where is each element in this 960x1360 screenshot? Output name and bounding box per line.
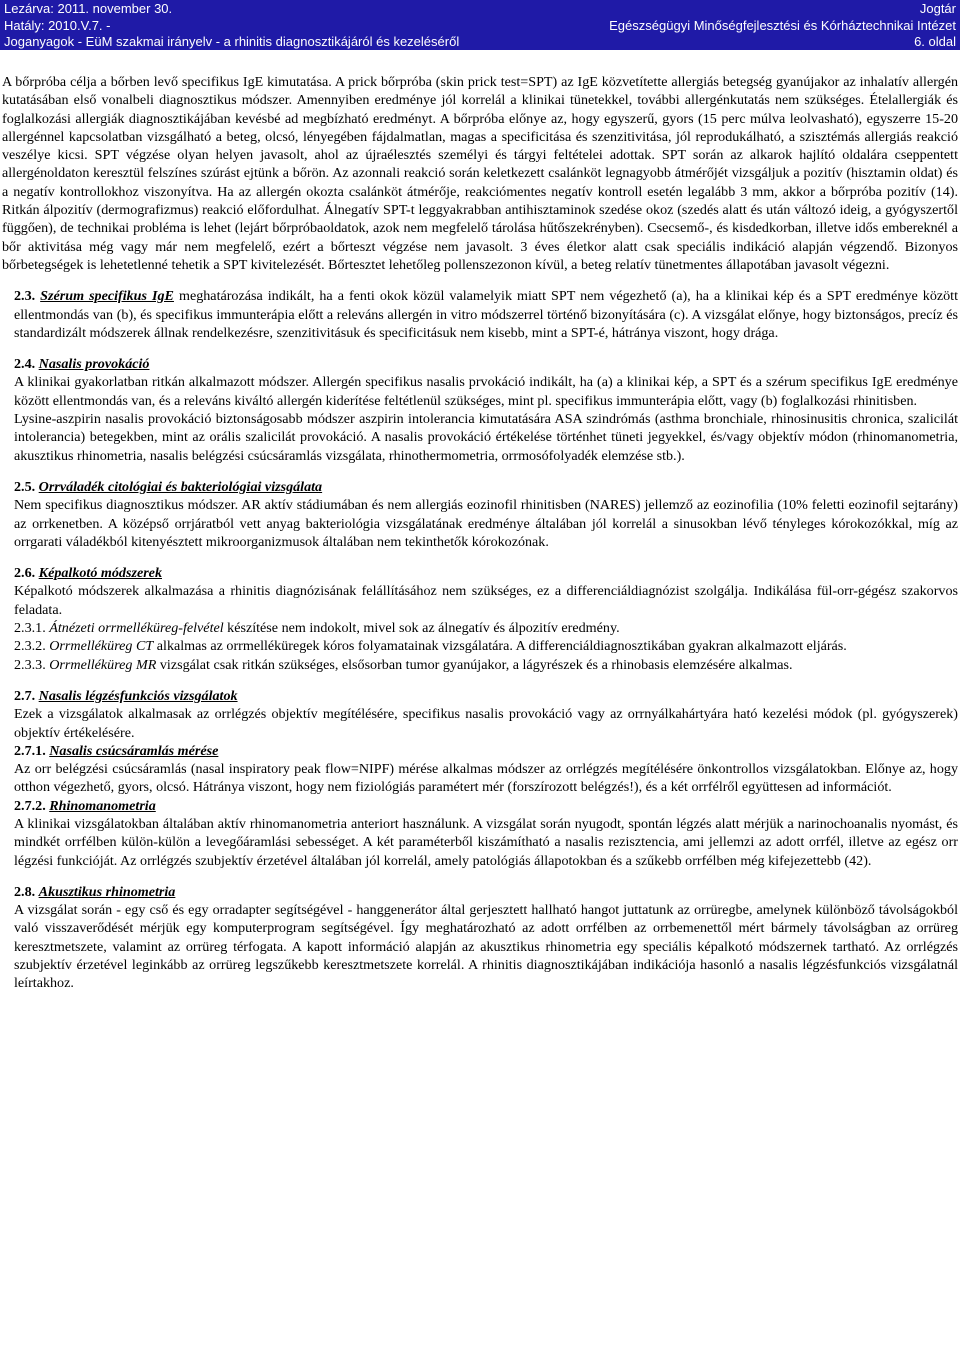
section-2-6-para: Képalkotó módszerek alkalmazása a rhinitis diagnózisának felállításához nem szükséges, ez a differenciáldiagnózist szolgálja. Indikálása fül-orr-gégész szakorvos feladata. xyxy=(14,583,958,618)
subsection-text: készítése nem indokolt, mivel sok az álnegatív és álpozitív eredmény. xyxy=(223,620,620,637)
section-2-8-para: A vizsgálat során - egy cső és egy orradapter segítségével - hanggenerátor által gerjesztett hallható hangot juttatunk az orrüregbe, amelynek különböző távolságokból való visszaverődését mérjük egy komputerprogram segítségével. Így meghatározható az adott orrfélben az orrbemenettől mért bármely távolságban az orrüreg keresztmetszete, valamint az orrüreg térfogata. A kapott információ alapján az akusztikus rhinometria egy speciális képalkotó módszernek tartható. Az orrlégzés szubjektív érzetével leginkább az orrüreg legszűkebb keresztmetszete korrelál. A rhinitis diagnosztikájában indikációja hasonló a nasalis légzésfunkciós vizsgálatnál leírtakhoz. xyxy=(14,902,958,992)
page-number: 6. oldal xyxy=(914,34,956,49)
subsection-title: Nasalis csúcsáramlás mérése xyxy=(49,742,219,759)
subsection-text: vizsgálat csak ritkán szükséges, elsősorban tumor gyanújakor, a lágyrészek és a rhinobasis elemzésére alkalmas. xyxy=(156,656,793,673)
section-number: 2.3. xyxy=(14,288,36,305)
subsection-number: 2.7.1. xyxy=(14,742,46,759)
section-number: 2.4. xyxy=(14,356,36,373)
header-row-2 xyxy=(4,18,956,35)
section-title: Akusztikus rhinometria xyxy=(38,883,176,900)
section-text: meghatározása indikált, ha a fenti okok közül valamelyik miatt SPT nem végezhető (a), ha a klinikai kép és a SPT eredménye között ellentmondás van (b), és specifikus immunterápia előtt a releváns allergén in vitro módszerrel történő bizonyítására (c). A vizsgálat előnye, hogy biztonságos, precíz és standardizált módszerek állnak rendelkezésre, szenzitivitásuk és specificitásuk nem kisebb, mint a SPT-é, hátránya viszont, hogy drága. xyxy=(14,288,958,341)
section-2-5-heading xyxy=(2,478,958,496)
subsection-2-7-2-heading xyxy=(2,797,958,815)
document-breadcrumb: Joganyagok - EüM szakmai irányelv - a rhinitis diagnosztikájáról és kezeléséről xyxy=(4,34,460,49)
section-title: Nasalis provokáció xyxy=(38,356,150,373)
section-number: 2.5. xyxy=(14,478,36,495)
section-2-6-heading xyxy=(2,564,958,582)
section-2-4-heading xyxy=(2,355,958,373)
header-row-3 xyxy=(4,34,956,51)
section-2-3 xyxy=(2,287,958,342)
intro-paragraph: A bőrpróba célja a bőrben levő specifikus IgE kimutatása. A prick bőrpróba (skin prick test=SPT) az IgE közvetítette allergiás betegség gyanújakor az inhalatív allergén kutatásában első vonalbeli diagnosztikus módszer. Amennyiben eredménye jól korrelál a klinikai tünetekkel, további allergénkutatás nem szükséges. Ételallergiák és foglalkozási allergiák diagnosztikájában kevésbé ad megbízható eredményt. A bőrpróba előnye az, hogy egyszerű, gyors (15 perc múlva leolvasható), egyszerre 15-20 allergénnel kapcsolatban vizsgálható a beteg, olcsó, lényegében fájdalmatlan, magas a specificitása és szenzitivitása, jól reprodukálható, a szisztémás allergiás reakció veszélye kicsi. SPT végzése olyan helyen javasolt, ahol az újraélesztés személyi és tárgyi feltételei adottak. SPT során az alkarok hajlító oldalára cseppentett allergénoldaton keresztül felszínes szúrást ejtünk a bőrön. Az azonnali reakció során keletkezett csalánköt legnagyobb átmérőjét vizsgáljuk a pozitív (hisztamin oldat) és a negatív kontrollokhoz viszonyítva. Ha az allergén okozta csalánköt átmérője, reakciómentes negatív kontroll esetén legalább 3 mm, akkor a bőrpróba pozitív (14). Ritkán álpozitív (dermografizmus) reakció előfordulhat. Álnegatív SPT-t leggyakrabban antihisztaminok szedése okoz (szedés alatt és után változó ideig, a gyógyszertől függően), de technikai probléma is lehet (lejárt bőrpróbaoldatok, azok nem megfelelő tárolása hűtőszekrényben). Csecsemő-, és kisdedkorban, illetve idős embereknél a bőr aktivitása még vagy már nem megfelelő, ezért a bőrteszt végzése nem javasolt. 3 éves életkor alatt csak speciális indikáció alapján végzendő. Bizonyos bőrbetegségek is lehetetlenné tehetik a SPT kivitelezését. Bőrtesztet lehetőleg pollenszezonon kívül, a beteg relatív tünetmentes állapotában javasolt végezni. xyxy=(2,74,958,273)
subsection-title: Rhinomanometria xyxy=(49,797,156,814)
subsection-2-7-2-para: A klinikai vizsgálatokban általában aktív rhinomanometria anteriort használunk. A vizsgálat során nyugodt, spontán légzés alatt mérjük a narinochoanalis nyomást, és mindkét orrfélben külön-külön a levegőáramlási sebességet. A két paraméterből kiszámítható a nasalis rezisztencia, ami jellemzi az adott orrfél, illetve az egész orr légzési funkcióját. Az orrlégzés szubjektív érzetével általában jól korrelál, amely patológiás állapotokban és a szűkebb orrfélben még kifejezettebb (42). xyxy=(14,815,958,869)
subsection-number: 2.3.2. xyxy=(14,638,46,655)
subsection-2-3-1 xyxy=(2,619,958,637)
section-number: 2.6. xyxy=(14,565,36,582)
subsection-number: 2.3.3. xyxy=(14,656,46,673)
section-title: Képalkotó módszerek xyxy=(38,565,162,582)
section-2-5-para: Nem specifikus diagnosztikus módszer. AR aktív stádiumában és nem allergiás eozinofil rhinitisben (NARES) jellemző az eozinofilia (10% feletti eozinofil sejtarány) az orrkenetben. A középső orrjáratból vett anyag bakteriológia vizsgálatának eredménye általában jól korrelál a sinusokban lévő tényleges kórokozókkal, míg az orrgarati váladékból kitenyésztett mikroorganizmusok általában nem tekinthetők kórokozónak. xyxy=(14,497,958,550)
section-2-8-heading xyxy=(2,883,958,901)
section-number: 2.7. xyxy=(14,687,36,704)
subsection-text: alkalmas az orrmelléküregek kóros folyamatainak vizsgálatára. A differenciáldiagnosztikában gyakran alkalmazott eljárás. xyxy=(153,638,847,655)
section-2-4-para-1: A klinikai gyakorlatban ritkán alkalmazott módszer. Allergén specifikus nasalis prvokáció indikált, ha (a) a klinikai kép, a SPT és a szérum specifikus IgE eredménye között ellentmondás van, és a releváns kiváltó allergén kiderítése feltétlenül szükséges, mint pl. specifikus immunterápia előtt, vagy (b) foglalkozási rhinitisben. xyxy=(14,374,958,409)
subsection-title: Átnézeti orrmelléküreg-felvétel xyxy=(49,620,224,637)
closing-date: Lezárva: 2011. november 30. xyxy=(4,1,173,16)
section-title: Szérum specifikus IgE xyxy=(40,288,174,305)
subsection-2-3-2 xyxy=(2,637,958,655)
effective-date: Hatály: 2010.V.7. - xyxy=(4,17,111,33)
subsection-number: 2.3.1. xyxy=(14,620,46,637)
institute-name: Egészségügyi Minőségfejlesztési és Kórháztechnikai Intézet xyxy=(609,17,956,33)
section-title: Orrváladék citológiai és bakteriológiai vizsgálata xyxy=(38,478,323,495)
publisher-name: Jogtár xyxy=(919,1,956,16)
header-row-1 xyxy=(4,1,956,18)
section-2-7-heading xyxy=(2,687,958,705)
section-2-7-para: Ezek a vizsgálatok alkalmasak az orrlégzés objektív megítélésére, specifikus nasalis provokáció vagy az orrnyálkahártyára ható kezelési módok (pl. gyógyszerek) objektív értékelésére. xyxy=(14,706,958,741)
subsection-title: Orrmelléküreg CT xyxy=(49,638,154,655)
section-2-4-para-2: Lysine-aszpirin nasalis provokáció biztonságosabb módszer aszpirin intolerancia kimutatására ASA szindrómás (asthma bronchiale, rhinosinusitis chronica, szalicilát intolerancia) betegekben, mint az orális szalicilát provokáció. A nasalis provokáció értékelése történhet tüneti jegyekkel, és/vagy objektív módon (rhinomanometria, akusztikus rhinometria, nasalis belégzési csúcsáramlás vizsgálata, rhinothermometria, orrmosófolyadék elemzése stb.). xyxy=(14,411,958,464)
section-title: Nasalis légzésfunkciós vizsgálatok xyxy=(38,687,238,704)
subsection-2-7-1-heading xyxy=(2,742,958,760)
subsection-title: Orrmelléküreg MR xyxy=(49,656,157,673)
subsection-number: 2.7.2. xyxy=(14,797,46,814)
subsection-2-7-1-para: Az orr belégzési csúcsáramlás (nasal inspiratory peak flow=NIPF) mérése alkalmas módszer az orrlégzés megítélésére önkontrollos vizsgálatokban. Előnye az, hogy otthon végezhető, gyors, olcsó. Hátránya viszont, hogy nem fiziológiás paramétert mér (forszírozott belégzés!), és a két orrfélről együttesen ad információt. xyxy=(14,761,958,796)
section-number: 2.8. xyxy=(14,883,36,900)
page-body xyxy=(2,73,958,993)
subsection-2-3-3 xyxy=(2,656,958,674)
document-header xyxy=(0,0,960,50)
